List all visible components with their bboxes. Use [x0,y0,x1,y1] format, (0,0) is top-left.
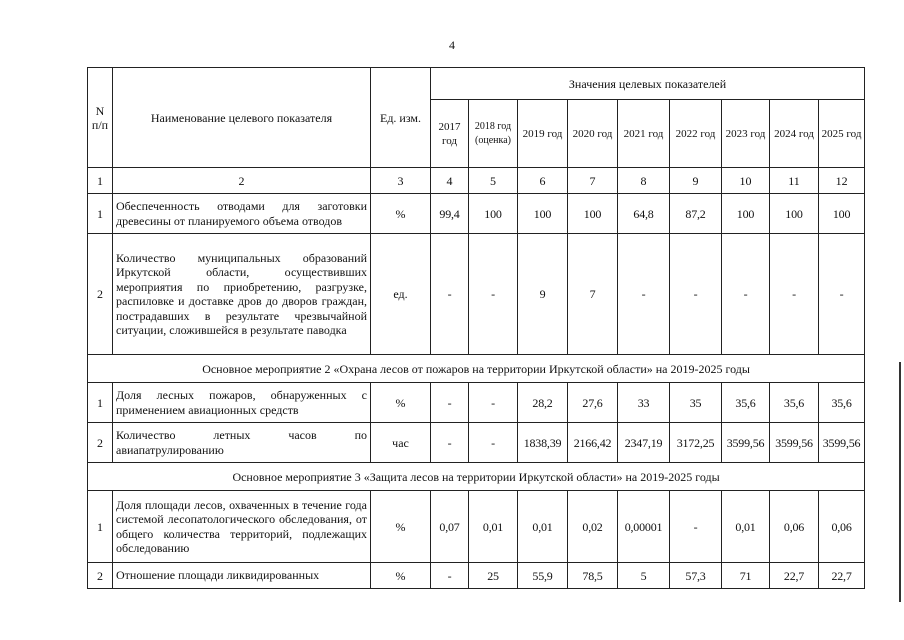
section-title: Основное мероприятие 3 «Защита лесов на территории Иркутской области» на 2019-2025 годы [88,463,865,491]
header-year: 2025 год [819,100,865,168]
value-cell: 100 [819,194,865,234]
value-cell: - [469,234,518,355]
indicator-name: Отношение площади ликвидированных [113,563,371,589]
header-year: 2020 год [568,100,618,168]
header-year: 2022 год [670,100,722,168]
header-values-group: Значения целевых показателей [431,68,865,100]
value-cell: 35,6 [770,383,819,423]
header-year: 2023 год [722,100,770,168]
value-cell: 3599,56 [819,423,865,463]
value-cell: 33 [618,383,670,423]
unit-cell: % [371,491,431,563]
unit-cell: % [371,563,431,589]
value-cell: - [431,383,469,423]
column-number: 1 [88,168,113,194]
column-number: 3 [371,168,431,194]
column-number: 6 [518,168,568,194]
row-num: 1 [88,194,113,234]
value-cell: 100 [568,194,618,234]
header-num: N п/п [88,68,113,168]
indicator-name: Доля площади лесов, охваченных в течение года системой лесопатологического обследования, от общего количества территорий, подлежащих обследованию [113,491,371,563]
value-cell: - [431,423,469,463]
value-cell: 0,06 [770,491,819,563]
value-cell: - [431,563,469,589]
value-cell: 0,06 [819,491,865,563]
value-cell: 3172,25 [670,423,722,463]
value-cell: 0,00001 [618,491,670,563]
value-cell: 2347,19 [618,423,670,463]
value-cell: 2166,42 [568,423,618,463]
section-title: Основное мероприятие 2 «Охрана лесов от пожаров на территории Иркутской области» на 2019-2025 годы [88,355,865,383]
value-cell: 55,9 [518,563,568,589]
value-cell: 87,2 [670,194,722,234]
header-unit: Ед. изм. [371,68,431,168]
column-number: 2 [113,168,371,194]
value-cell: 22,7 [770,563,819,589]
column-number: 11 [770,168,819,194]
value-cell: 99,4 [431,194,469,234]
indicator-name: Доля лесных пожаров, обнаруженных с применением авиационных средств [113,383,371,423]
header-year: 2021 год [618,100,670,168]
row-num: 2 [88,234,113,355]
column-numbers-row [88,168,865,194]
value-cell: 5 [618,563,670,589]
value-cell: 100 [770,194,819,234]
value-cell: 0,07 [431,491,469,563]
value-cell: 0,01 [518,491,568,563]
table-row [88,194,865,234]
header-year: 2018 год (оценка) [469,100,518,168]
value-cell: - [722,234,770,355]
value-cell: 78,5 [568,563,618,589]
value-cell: 0,01 [722,491,770,563]
value-cell: - [670,491,722,563]
page-number: 4 [449,38,455,52]
column-number: 5 [469,168,518,194]
row-num: 1 [88,383,113,423]
indicator-name: Обеспеченность отводами для заготовки древесины от планируемого объема отводов [113,194,371,234]
row-num: 1 [88,491,113,563]
value-cell: 28,2 [518,383,568,423]
value-cell: 64,8 [618,194,670,234]
value-cell: - [469,423,518,463]
table-row [88,383,865,423]
value-cell: 0,02 [568,491,618,563]
value-cell: 7 [568,234,618,355]
header-name: Наименование целевого показателя [113,68,371,168]
column-number: 4 [431,168,469,194]
value-cell: 22,7 [819,563,865,589]
header-year: 2017 год [431,100,469,168]
value-cell: 35 [670,383,722,423]
unit-cell: % [371,194,431,234]
value-cell: 35,6 [819,383,865,423]
value-cell: 1838,39 [518,423,568,463]
value-cell: 100 [722,194,770,234]
value-cell: 71 [722,563,770,589]
value-cell: - [469,383,518,423]
value-cell: 35,6 [722,383,770,423]
unit-cell: % [371,383,431,423]
indicator-name: Количество летных часов по авиапатрулированию [113,423,371,463]
column-number: 10 [722,168,770,194]
column-number: 8 [618,168,670,194]
indicator-name: Количество муниципальных образований Иркутской области, осуществивших мероприятия по приобретению, разгрузке, распиловке и доставке дров до дворов граждан, пострадавших в результате чрезвычайной ситуации, сложившейся в результате паводка [113,234,371,355]
unit-cell: час [371,423,431,463]
header-year: 2024 год [770,100,819,168]
value-cell: 25 [469,563,518,589]
row-num: 2 [88,423,113,463]
header-year: 2019 год [518,100,568,168]
table-row [88,491,865,563]
value-cell: - [618,234,670,355]
row-num: 2 [88,563,113,589]
value-cell: 57,3 [670,563,722,589]
value-cell: - [670,234,722,355]
value-cell: 0,01 [469,491,518,563]
table-row [88,423,865,463]
value-cell: 3599,56 [770,423,819,463]
table-row [88,234,865,355]
value-cell: 3599,56 [722,423,770,463]
table-row [88,563,865,589]
value-cell: - [770,234,819,355]
column-number: 9 [670,168,722,194]
target-indicators-table [87,67,865,589]
value-cell: - [431,234,469,355]
value-cell: - [819,234,865,355]
value-cell: 27,6 [568,383,618,423]
value-cell: 100 [518,194,568,234]
scan-edge-line [899,362,901,602]
column-number: 7 [568,168,618,194]
value-cell: 9 [518,234,568,355]
unit-cell: ед. [371,234,431,355]
column-number: 12 [819,168,865,194]
value-cell: 100 [469,194,518,234]
